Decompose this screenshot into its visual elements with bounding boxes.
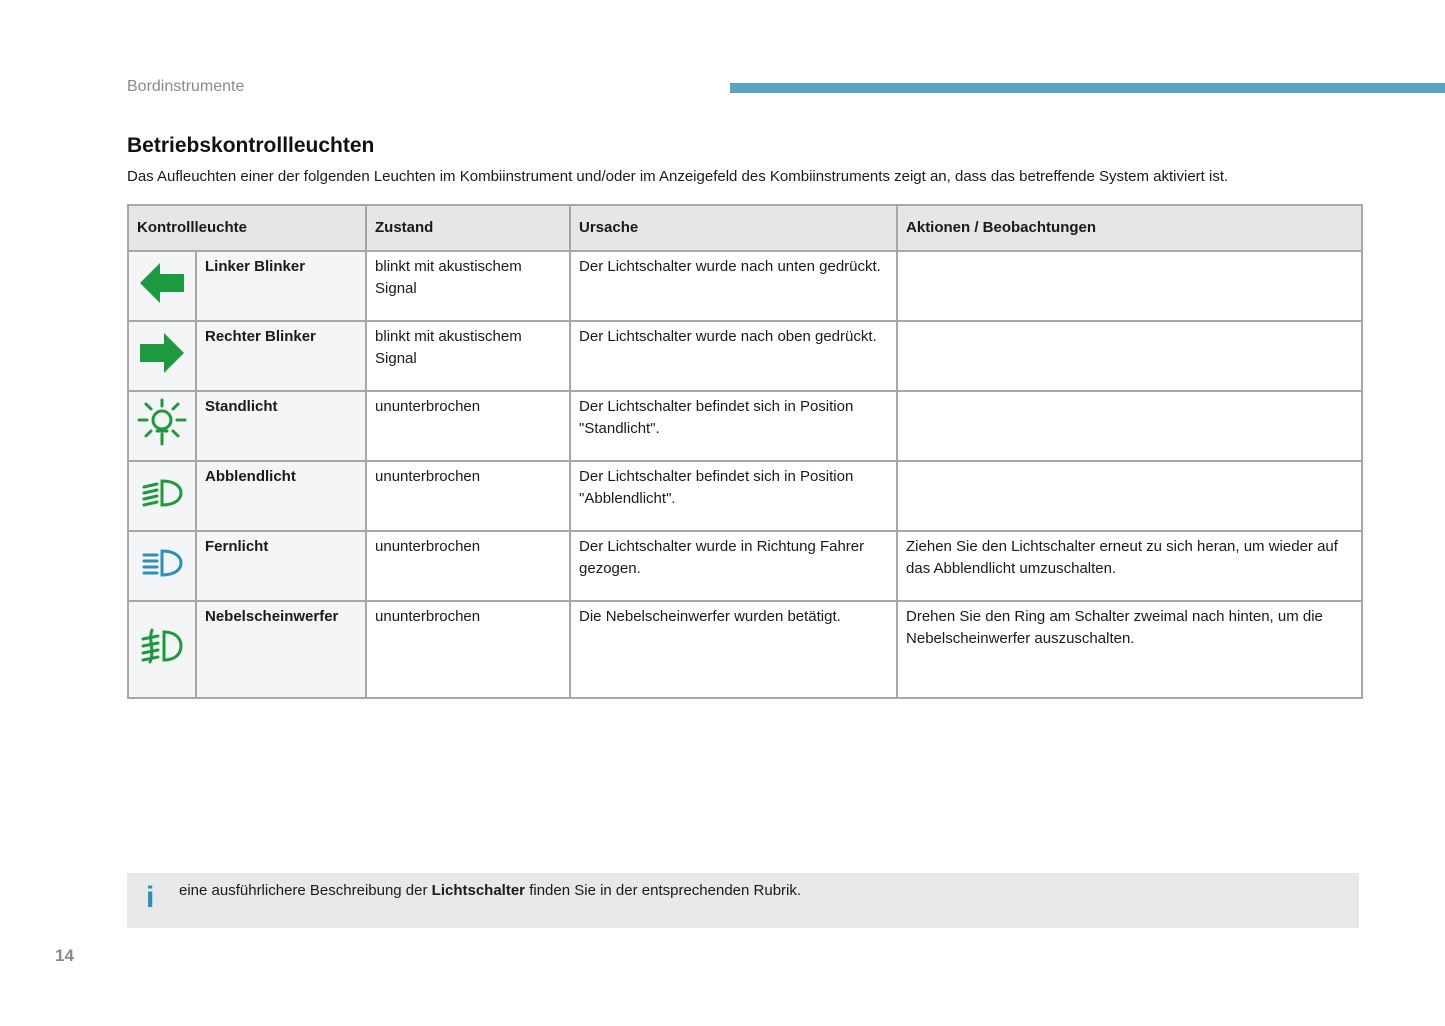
table-row xyxy=(128,601,1362,698)
table-header-row xyxy=(128,205,1362,251)
column-header: Ursache xyxy=(570,205,897,251)
icon-cell xyxy=(128,391,196,461)
table-row xyxy=(128,321,1362,391)
info-text xyxy=(179,882,801,899)
table-row xyxy=(128,461,1362,531)
info-text-suffix: finden Sie in der entsprechenden Rubrik. xyxy=(525,882,802,899)
sidelight-icon xyxy=(135,398,189,455)
table-row xyxy=(128,391,1362,461)
light-name: Nebelscheinwerfer xyxy=(196,601,366,698)
light-cause: Die Nebelscheinwerfer wurden betätigt. xyxy=(570,601,897,698)
right-arrow-icon xyxy=(138,331,186,382)
info-text-bold: Lichtschalter xyxy=(431,882,526,899)
column-header: Zustand xyxy=(366,205,570,251)
light-state: blinkt mit akustischem Signal xyxy=(366,251,570,321)
light-action xyxy=(897,461,1362,531)
light-cause: Der Lichtschalter befindet sich in Position "Abblendlicht". xyxy=(570,461,897,531)
warning-lights-table xyxy=(127,204,1363,699)
info-box xyxy=(127,873,1359,928)
icon-cell xyxy=(128,321,196,391)
light-state: blinkt mit akustischem Signal xyxy=(366,321,570,391)
light-state: ununterbrochen xyxy=(366,461,570,531)
light-action xyxy=(897,251,1362,321)
light-cause: Der Lichtschalter befindet sich in Position "Standlicht". xyxy=(570,391,897,461)
light-action xyxy=(897,321,1362,391)
light-cause: Der Lichtschalter wurde nach oben gedrückt. xyxy=(570,321,897,391)
dipped-beam-icon xyxy=(140,477,184,516)
left-arrow-icon xyxy=(138,261,186,312)
light-state: ununterbrochen xyxy=(366,601,570,698)
icon-cell xyxy=(128,531,196,601)
light-cause: Der Lichtschalter wurde nach unten gedrückt. xyxy=(570,251,897,321)
icon-cell xyxy=(128,461,196,531)
page-number: 14 xyxy=(55,946,74,965)
icon-cell xyxy=(128,601,196,698)
light-state: ununterbrochen xyxy=(366,391,570,461)
section-label: Bordinstrumente xyxy=(127,78,245,95)
front-fog-light-icon xyxy=(140,628,184,671)
page-title: Betriebskontrollleuchten xyxy=(127,134,375,157)
column-header: Aktionen / Beobachtungen xyxy=(897,205,1362,251)
light-name: Fernlicht xyxy=(196,531,366,601)
light-name: Abblendlicht xyxy=(196,461,366,531)
table-row xyxy=(128,251,1362,321)
light-name: Standlicht xyxy=(196,391,366,461)
light-name: Linker Blinker xyxy=(196,251,366,321)
light-action xyxy=(897,391,1362,461)
column-header: Kontrollleuchte xyxy=(128,205,366,251)
info-text-prefix: eine ausführlichere Beschreibung der xyxy=(179,882,432,899)
light-state: ununterbrochen xyxy=(366,531,570,601)
table-row xyxy=(128,531,1362,601)
main-beam-icon xyxy=(140,547,184,586)
light-action: Drehen Sie den Ring am Schalter zweimal nach hinten, um die Nebelscheinwerfer auszuschalten. xyxy=(897,601,1362,698)
header-bar xyxy=(730,83,1445,93)
icon-cell xyxy=(128,251,196,321)
light-name: Rechter Blinker xyxy=(196,321,366,391)
light-action: Ziehen Sie den Lichtschalter erneut zu sich heran, um wieder auf das Abblendlicht umzuschalten. xyxy=(897,531,1362,601)
intro-text: Das Aufleuchten einer der folgenden Leuchten im Kombiinstrument und/oder im Anzeigefeld des Kombiinstruments zeigt an, dass das betreffende System aktiviert ist. xyxy=(127,168,1229,185)
light-cause: Der Lichtschalter wurde in Richtung Fahrer gezogen. xyxy=(570,531,897,601)
info-icon: i xyxy=(146,881,155,914)
